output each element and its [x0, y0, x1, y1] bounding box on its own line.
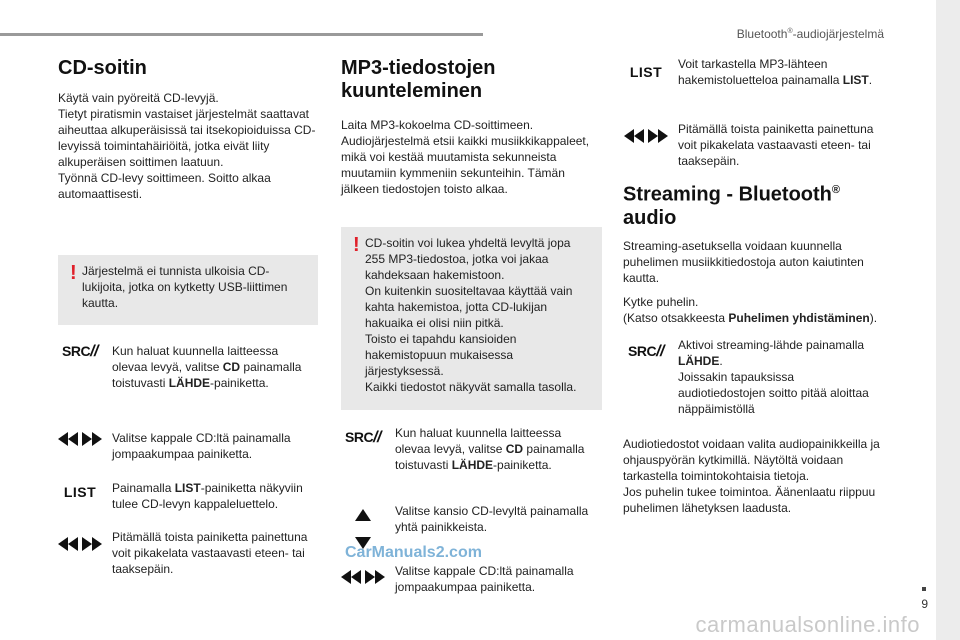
warning-icon: !: [70, 262, 77, 284]
page-marker: [922, 587, 926, 591]
connect-phone-text: Kytke puhelin. (Katso otsakkeesta Puhelimen yhdistäminen).: [623, 294, 878, 325]
streaming-activate-text: Aktivoi streaming-lähde painamalla LÄHDE. Joissakin tapauksissa audiotiedostojen soitto pitää aloittaa näppäimistöllä: [678, 338, 869, 416]
cd-section: [58, 57, 320, 202]
streaming-outro-text: Audiotiedostot voidaan valita audiopainikkeilla ja ohjauspyörän kytkimillä. Näytöltä voidaan tarkastella toimintokohtaisia tietoja. Jos puhelin tukee toimintoa. Äänenlaatu riippuu puhelimen lähetyksen laadusta.: [623, 437, 880, 515]
mp3-hold-text: Pitämällä toista painiketta painettuna voit pikakelata vastaavasti eteen- tai taaksepäin.: [678, 122, 874, 168]
up-down-arrows-icon: [339, 509, 387, 549]
footer-watermark: carmanualsonline.info: [695, 612, 920, 637]
src-button-icon: SRC//: [628, 343, 664, 360]
mp3-src-text: Kun haluat kuunnella laitteessa olevaa levyä, valitse CD painamalla toistuvasti LÄHDE-painiketta.: [395, 426, 585, 472]
page-side-tab: [936, 0, 960, 640]
cd-src-text: Kun haluat kuunnella laitteessa olevaa levyä, valitse CD painamalla toistuvasti LÄHDE-painiketta.: [112, 344, 302, 390]
fast-seek-arrows-icon: [56, 537, 104, 551]
top-rule: [0, 33, 483, 36]
page-number: 9: [921, 597, 928, 611]
list-button-icon: LIST: [63, 484, 97, 500]
seek-arrows-icon: [339, 570, 387, 584]
mp3-arrows-text: Valitse kappale CD:ltä painamalla jompaakumpaa painiketta.: [395, 564, 574, 594]
cd-title: CD-soitin: [58, 57, 147, 79]
src-button-icon: SRC//: [62, 343, 98, 360]
mp3-folder-text: Valitse kansio CD-levyltä painamalla yhtä painikkeista.: [395, 504, 589, 534]
streaming-section: [623, 179, 887, 326]
carmanuals-watermark: CarManuals2.com: [345, 544, 482, 561]
mp3-section: [341, 57, 603, 197]
seek-arrows-icon: [56, 432, 104, 446]
mp3-warning-box: [341, 227, 602, 410]
mp3-list-text: Voit tarkastella MP3-lähteen hakemistoluetteloa painamalla LIST.: [678, 57, 873, 87]
cd-warning-box: [58, 255, 318, 325]
mp3-intro: Laita MP3-kokoelma CD-soittimeen. Audiojärjestelmä etsii kaikki musiikkikappaleet, mikä voi kestää muutamista sekunneista muutamiin kymmeniin sekunteihin. Tämän jälkeen tiedostojen toisto alkaa.: [341, 118, 590, 196]
cd-arrows-text: Valitse kappale CD:ltä painamalla jompaakumpaa painiketta.: [112, 431, 291, 461]
cd-warning-text: Järjestelmä ei tunnista ulkoisia CD-lukijoita, jotka on kytketty USB-liittimen kautta.: [82, 264, 288, 310]
cd-list-text: Painamalla LIST-painiketta näkyviin tulee CD-levyn kappaleluettelo.: [112, 481, 303, 511]
src-button-icon: SRC//: [345, 429, 381, 446]
streaming-outro: [623, 436, 887, 516]
mp3-warning-text: CD-soitin voi lukea yhdeltä levyltä jopa 255 MP3-tiedostoa, jotka voi jakaa kahdeksaan hakemistoon. On kuitenkin suositeltavaa käyttää vain kahta hakemistoa, jotta CD-lukijan hakuaika ei olisi niin pitkä. Toisto ei tapahdu kansioiden hakemistopuun mukaisessa järjestyksessä. Kaikki tiedostot näkyvät samalla tasolla.: [365, 236, 577, 394]
running-header: Bluetooth®-audiojärjestelmä: [736, 27, 884, 41]
warning-icon: !: [353, 234, 360, 256]
fast-seek-arrows-icon: [622, 129, 670, 143]
streaming-intro: Streaming-asetuksella voidaan kuunnella puhelimen musiikkitiedostoja auton kaiutinten kautta.: [623, 238, 864, 285]
streaming-title: Streaming - Bluetooth® audio: [623, 183, 840, 229]
cd-intro: Käytä vain pyöreitä CD-levyjä. Tietyt piratismin vastaiset järjestelmät saattavat aiheuttaa alkuperäisissä tai itsekopioiduissa CD-levyissä toimintahäiriöitä, jotka eivät liity alkuperäisen soittimen laatuun. Työnnä CD-levy soittimeen. Soitto alkaa automaattisesti.: [58, 91, 316, 201]
mp3-title: MP3-tiedostojen kuunteleminen: [341, 57, 496, 102]
list-button-icon: LIST: [629, 64, 663, 80]
cd-hold-text: Pitämällä toista painiketta painettuna voit pikakelata vastaavasti eteen- tai taaksepäin.: [112, 530, 308, 576]
